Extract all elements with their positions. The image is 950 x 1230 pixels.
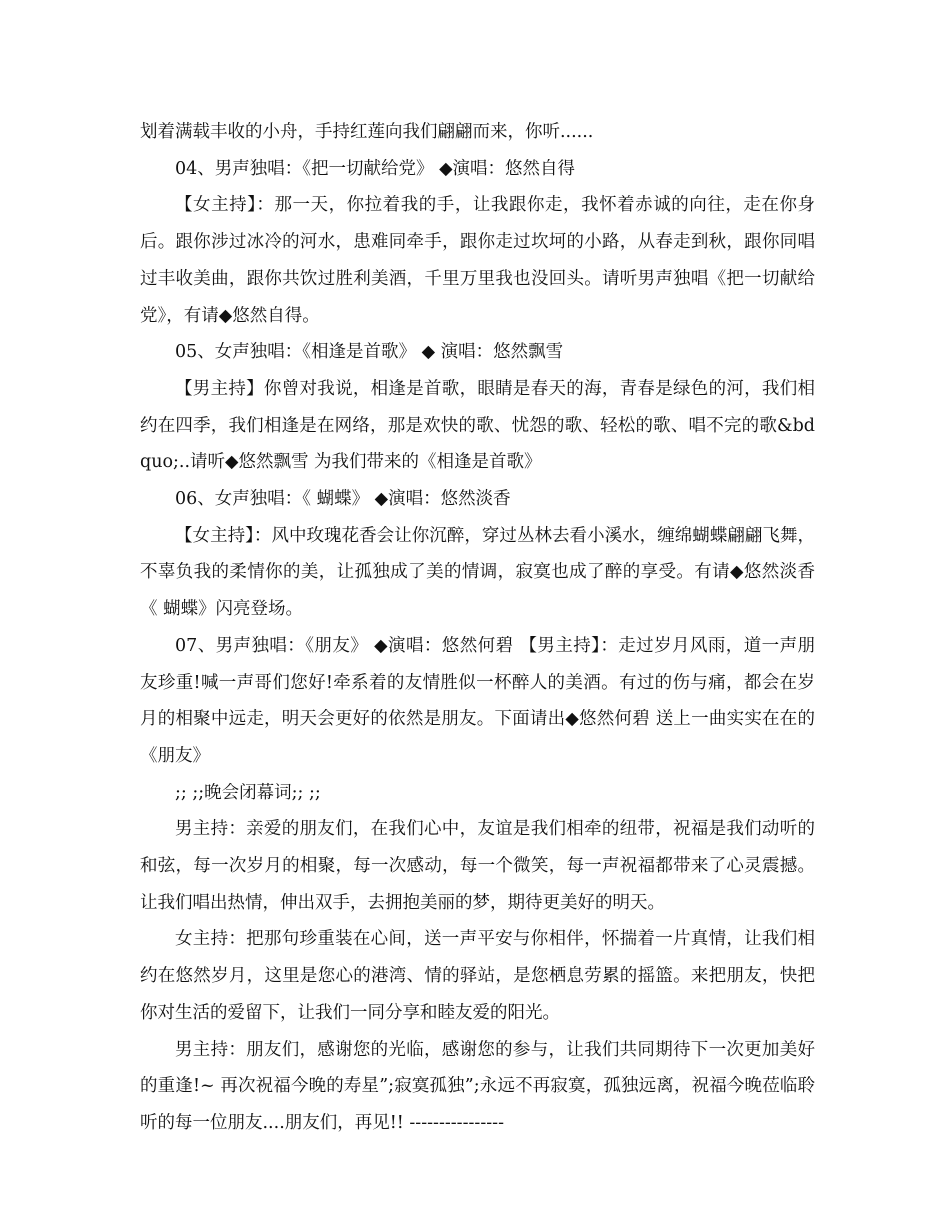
host-script-04: 【女主持】：那一天，你拉着我的手，让我跟你走，我怀着赤诚的向往，走在你身后。跟你涉过冰冷的河水，患难同牵手，跟你走过坎坷的小路，从春走到秋，跟你同唱过丰收美曲，跟你共饮过胜利美酒，千里万里我也没回头。请听男声独唱《把一切献给党》，有请◆悠然自得。 (140, 195, 815, 326)
program-item-05: 05、女声独唱：《相逢是首歌》 ◆ 演唱：悠然飘雪 (175, 342, 564, 363)
program-item-04: 04、男声独唱：《把一切献给党》 ◆演唱：悠然自得 (175, 158, 576, 179)
closing-male-host-1: 男主持：亲爱的朋友们，在我们心中，友谊是我们相牵的纽带，祝福是我们动听的和弦，每一次岁月的相聚，每一次感动，每一个微笑，每一声祝福都带来了心灵震撼。让我们唱出热情，伸出双手，去拥抱美丽的梦，期待更美好的明天。 (140, 819, 815, 913)
program-item-07: 07、男声独唱：《朋友》 ◆演唱：悠然何碧 【男主持】：走过岁月风雨，道一声朋友珍重!喊一声哥们您好!牵系着的友情胜似一杯醉人的美酒。有过的伤与痛，都会在岁月的相聚中远走，明天会更好的依然是朋友。下面请出◆悠然何碧 送上一曲实实在在的《朋友》 (140, 635, 815, 766)
host-script-05: 【男主持】你曾对我说，相逢是首歌，眼睛是春天的海，青春是绿色的河，我们相约在四季，我们相逢是在网络，那是欢快的歌、忧怨的歌、轻松的歌、唱不完的歌&bdquo;..请听◆悠然飘雪 为我们带来的《相逢是首歌》 (140, 378, 815, 473)
program-item-06: 06、女声独唱：《 蝴蝶》 ◆演唱：悠然淡香 (175, 489, 511, 510)
closing-speech-heading: ;; ;;晚会闭幕词;; ;; (175, 782, 321, 803)
document-body (140, 114, 815, 1142)
paragraph-1: 划着满载丰收的小舟，手持红莲向我们翩翩而来，你听...... (140, 122, 594, 142)
closing-female-host: 女主持：把那句珍重装在心间，送一声平安与你相伴，怀揣着一片真情，让我们相约在悠然岁月，这里是您心的港湾、情的驿站，是您栖息劳累的摇篮。来把朋友，快把你对生活的爱留下，让我们一同分享和睦友爱的阳光。 (140, 929, 815, 1023)
closing-male-host-2: 男主持：朋友们，感谢您的光临，感谢您的参与，让我们共同期待下一次更加美好的重逢!~ 再次祝福今晚的寿星”;寂寞孤独”;永远不再寂寞，孤独远离，祝福今晚莅临聆听的每一位朋友....朋友们，再见!! ---------------- (140, 1039, 815, 1133)
host-script-06: 【女主持】：风中玫瑰花香会让你沉醉，穿过丛林去看小溪水，缠绵蝴蝶翩翩飞舞，不辜负我的柔情你的美，让孤独成了美的情调，寂寞也成了醉的享受。有请◆悠然淡香 《 蝴蝶》闪亮登场。 (140, 525, 815, 620)
